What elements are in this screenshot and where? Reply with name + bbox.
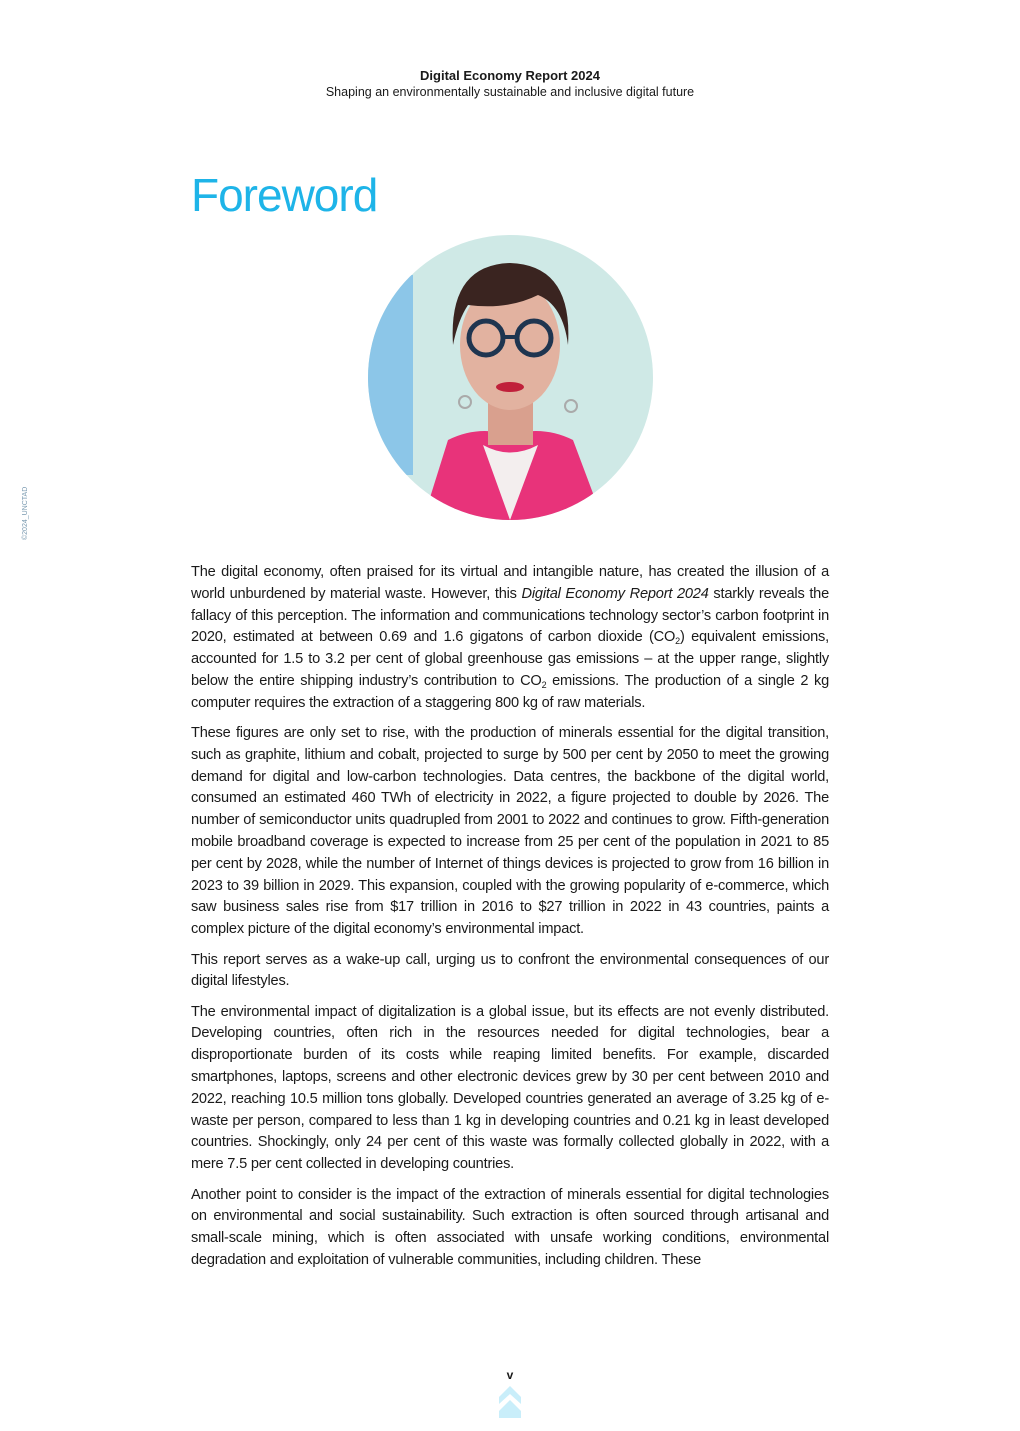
text: starkly reveals the fallacy of this perception. The information and communications technology sector’s carbon footprint in 2020, estimated at between 0.69 and 1.6 gigatons of carbon dioxide (CO (191, 585, 830, 646)
text: The digital economy, often praised for its virtual and intangible nature, has created the illusion of a world unburdened by material waste. However, this (191, 564, 829, 602)
report-subtitle: Shaping an environmentally sustainable and inclusive digital future (325, 85, 695, 99)
paragraph: This report serves as a wake-up call, urging us to confront the environmental consequences of our digital lifestyles. (191, 951, 829, 990)
running-header (0, 67, 1020, 101)
text: ) equivalent emissions, accounted for 1.5 to 3.2 per cent of global greenhouse gas emissions – at the upper range, slightly below the entire shipping industry’s contribution to CO (191, 629, 829, 689)
scroll-up-chevron-icon[interactable] (499, 1386, 521, 1418)
author-portrait (368, 235, 653, 520)
paragraph: The environmental impact of digitalization is a global issue, but its effects are not evenly distributed. Developing countries, often rich in the resources needed for digital technologies, bear a disproportionate burden of its costs while reaping limited benefits. For example, discarded smartphones, laptops, screens and other electronic devices grew by 30 per cent between 2010 and 2022, reaching 10.5 million tons globally. Developed countries generated an average of 3.25 kg of e-waste per person, compared to less than 1 kg in developing countries and 0.21 kg in least developed countries. Shockingly, only 24 per cent of this waste was formally collected globally in 2022, with a mere 7.5 per cent collected in developing countries. (191, 1003, 829, 1173)
report-title-italic: Digital Economy Report 2024 (521, 585, 709, 602)
paragraph (191, 562, 829, 715)
foreword-body (191, 562, 829, 1280)
subscript: 2 (675, 636, 680, 647)
page-title: Foreword (191, 169, 378, 221)
photo-credit: ©2024_UNCTAD (22, 486, 29, 540)
paragraph: Another point to consider is the impact of the extraction of minerals essential for digital technologies on environmental and social sustainability. Such extraction is often sourced through artisanal and small-scale mining, which is often associated with unsafe working conditions, environmental degradation and exploitation of vulnerable communities, including children. These (191, 1186, 829, 1268)
paragraph: These figures are only set to rise, with the production of minerals essential for the digital transition, such as graphite, lithium and cobalt, projected to surge by 500 per cent by 2050 to meet the growing demand for digital and low-carbon technologies. Data centres, the backbone of the digital world, consumed an estimated 460 TWh of electricity in 2022, a figure projected to double by 2026. The number of semiconductor units quadrupled from 2001 to 2022 and continues to grow. Fifth-generation mobile broadband coverage is expected to increase from 25 per cent of the population in 2021 to 85 per cent by 2028, while the number of Internet of things devices is projected to grow from 16 billion in 2023 to 39 billion in 2029. This expansion, coupled with the growing popularity of e-commerce, which saw business sales rise from $17 trillion in 2016 to $27 trillion in 2022 in 43 countries, paints a complex picture of the digital economy’s environmental impact. (191, 725, 829, 938)
subscript: 2 (541, 679, 547, 690)
page-number: v (506, 1368, 514, 1382)
report-title: Digital Economy Report 2024 (420, 68, 600, 83)
text: emissions. The production of a single 2 kg computer requires the extraction of a staggering 800 kg of raw materials. (191, 672, 829, 711)
